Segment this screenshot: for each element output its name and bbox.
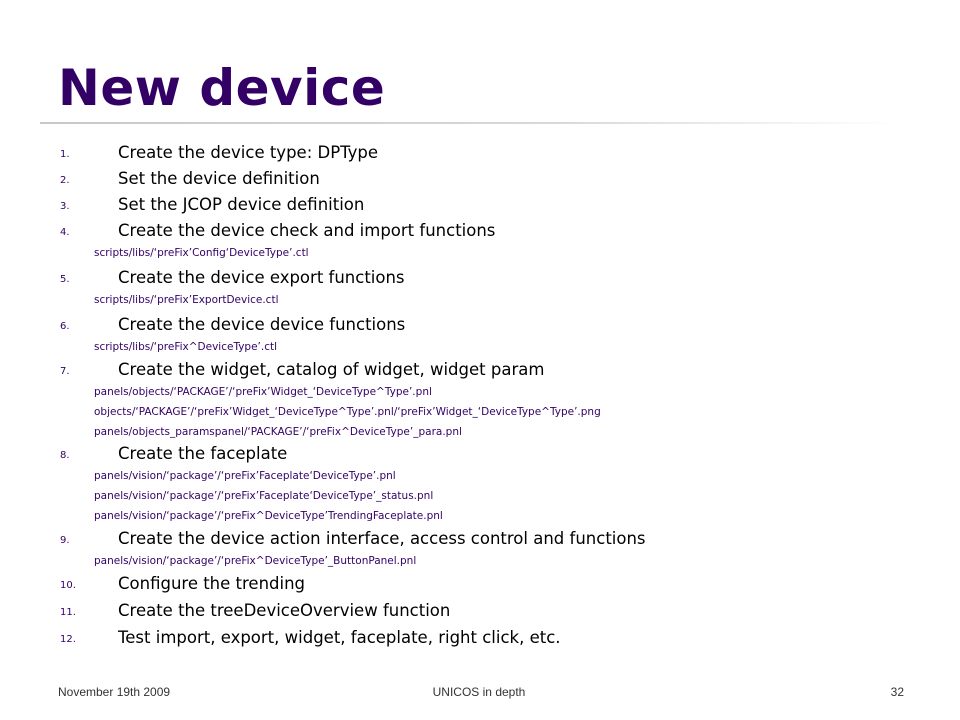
list-item-text: Create the device action interface, access control and functions (118, 529, 646, 548)
list-item-number: 8. (60, 450, 70, 461)
page-number: 32 (890, 685, 904, 699)
list-item-number: 12. (60, 634, 76, 645)
file-path: panels/vision/‘package’/‘preFix’Faceplate‘DeviceType’_status.pnl (94, 490, 434, 502)
file-path: panels/objects_paramspanel/‘PACKAGE’/‘preFix^DeviceType’_para.pnl (94, 426, 462, 438)
file-path: panels/vision/‘package’/‘preFix^DeviceType’_ButtonPanel.pnl (94, 555, 417, 567)
file-path: scripts/libs/‘preFix’Config‘DeviceType’.ctl (94, 247, 309, 259)
list-item-text: Create the faceplate (118, 444, 288, 463)
footer-title: UNICOS in depth (432, 685, 526, 699)
list-item-number: 9. (60, 535, 70, 546)
list-item-text: Create the widget, catalog of widget, widget param (118, 360, 545, 379)
list-item-text: Create the device export functions (118, 268, 405, 287)
list-item-number: 6. (60, 321, 70, 332)
file-path: panels/vision/‘package’/‘preFix’Faceplate‘DeviceType’.pnl (94, 470, 396, 482)
list-item-number: 5. (60, 274, 70, 285)
list-item-number: 4. (60, 227, 70, 238)
slide-title: New device (58, 59, 386, 117)
file-path: panels/objects/‘PACKAGE’/‘preFix’Widget_‘DeviceType^Type’.pnl (94, 386, 432, 398)
footer-date: November 19th 2009 (58, 685, 171, 699)
list-item-number: 2. (60, 175, 70, 186)
file-path: scripts/libs/‘preFix^DeviceType’.ctl (94, 341, 278, 353)
list-item-text: Create the device type: DPType (118, 143, 379, 162)
file-path: panels/vision/‘package’/‘preFix^DeviceType’TrendingFaceplate.pnl (94, 510, 443, 522)
list-item-number: 10. (60, 580, 76, 591)
list-item-text: Create the treeDeviceOverview function (118, 601, 451, 620)
file-path: scripts/libs/‘preFix’ExportDevice.ctl (94, 294, 279, 306)
list-item-number: 11. (60, 607, 76, 618)
file-path: objects/‘PACKAGE’/‘preFix’Widget_‘DeviceType^Type’.pnl/‘preFix’Widget_‘DeviceType^Type’.png (94, 406, 601, 418)
list-item-text: Test import, export, widget, faceplate, right click, etc. (118, 628, 561, 647)
list-item-text: Create the device device functions (118, 315, 406, 334)
list-item-number: 7. (60, 366, 70, 377)
list-item-text: Set the JCOP device definition (118, 195, 365, 214)
list-item-text: Configure the trending (118, 574, 306, 593)
list-item-text: Create the device check and import functions (118, 221, 496, 240)
list-item-text: Set the device definition (118, 169, 320, 188)
list-item-number: 3. (60, 201, 70, 212)
list-item-number: 1. (60, 149, 70, 160)
